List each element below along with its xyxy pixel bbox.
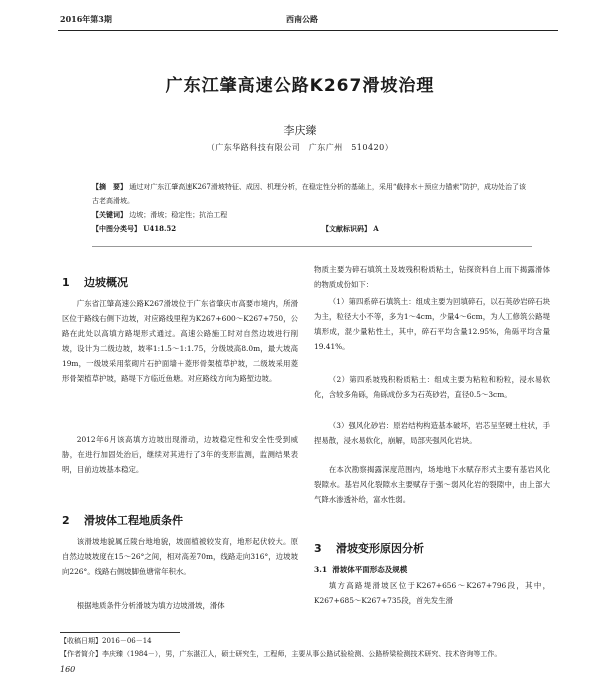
para-materials-intro: 物质主要为碎石填筑土及坡残积粉质粘土，钻探资料自上而下揭露滑体的物质成份如下： [314, 265, 550, 289]
section-2-number: 2 [62, 514, 70, 527]
section-1-title: 边坡概况 [84, 276, 128, 289]
clc-code: U418.52 [143, 224, 177, 233]
subsection-3-1-title: 滑坡体平面形态及规模 [332, 565, 408, 574]
abstract [92, 180, 532, 208]
material-item-1: （1）第四系碎石填筑土：组成主要为回填碎石，以石英砂岩碎石块为主，粒径大小不等，多为1～4cm，少量4～6cm，为人工修筑公路堤填形成，混少量粘性土，其中，碎石平均含量12.95%，角砾平均含量19.41%。 [314, 297, 550, 351]
journal-name: 西南公路 [286, 14, 318, 24]
author-affiliation: （广东华路科技有限公司 广东广州 510420） [206, 143, 394, 152]
keywords [92, 208, 532, 222]
para-slide-extent: 填方高路堤滑坡区位于K267+656～K267+796段，其中，K267+685～K267+735段，首先发生滑 [314, 581, 550, 605]
document-code [322, 222, 522, 236]
section-3-number: 3 [314, 542, 322, 555]
abstract-label: 【摘 要】 [92, 182, 127, 191]
para-geology-1: 该滑坡地貌属丘陵台地地貌，坡面植被较发育，地形起伏较大。原自然边坡坡度在15～26°之间，相对高差70m，线路走向316°，边坡坡向226°。线路右侧坡脚鱼塘常年积水。 [62, 537, 298, 576]
footnote-rule [60, 632, 180, 633]
section-3-title: 滑坡变形原因分析 [336, 542, 424, 555]
keywords-text: 边坡；滑坡；稳定性；抗治工程 [129, 211, 228, 219]
doc-code: A [373, 224, 379, 233]
subsection-3-1-heading [314, 564, 407, 575]
article-title: 广东江肇高速公路K267滑坡治理 [165, 76, 435, 96]
clc-label: 【中图分类号】 [92, 224, 141, 233]
page-number: 160 [60, 665, 76, 674]
footnote-author-bio: 【作者简介】李庆臻（1984－），男，广东湛江人，硕士研究生，工程师，主要从事公路试验检测、公路桥梁检测技术研究、技术咨询等工作。 [60, 650, 502, 658]
material-item-2: （2）第四系坡残积粉质粘土：组成主要为粘粒和粉粒，浸水易软化，含较多角砾，角砾成份多为石英砂岩，直径0.5～3cm。 [314, 375, 550, 399]
abstract-rule [92, 246, 532, 247]
para-groundwater: 在本次勘察揭露深度范围内，场地地下水赋存形式主要有基岩风化裂隙水。基岩风化裂隙水主要赋存于强～弱风化岩的裂隙中，由上部大气降水渗透补给，富水性弱。 [314, 465, 550, 504]
issue-label: 2016年第3期 [60, 14, 112, 24]
header-rule [58, 30, 558, 31]
section-2-title: 滑坡体工程地质条件 [84, 514, 183, 527]
subsection-3-1-number: 3.1 [314, 565, 328, 574]
section-1-heading [62, 274, 128, 290]
abstract-text: 通过对广东江肇高速K267滑坡特征、成因、机理分析，在稳定性分析的基础上，采用“截排水＋预应力锚索”防护，成功处治了该古老高滑坡。 [92, 183, 526, 205]
material-item-3: （3）强风化砂岩：原岩结构构造基本破坏，岩芯呈坚硬土柱状，手捏易散，浸水易软化，崩解，局部夹强风化岩块。 [314, 421, 550, 445]
doc-label: 【文献标识码】 [322, 224, 371, 233]
para-overview-2: 2012年6月该高填方边坡出现滑动，边坡稳定性和安全性受到威胁，在进行加固处治后，继续对其进行了3年的变形监测，监测结果表明，目前边坡基本稳定。 [62, 435, 298, 474]
author-name: 李庆臻 [283, 124, 317, 137]
section-3-heading [314, 540, 424, 556]
section-2-heading [62, 512, 183, 528]
keywords-label: 【关键词】 [92, 210, 127, 219]
para-overview-1: 广东省江肇高速公路K267滑坡位于广东省肇庆市高要市境内，所滑区位于路线右侧下边坡，对应路线里程为K267+600～K267+750，公路在此处以高填方路堤形式通过。高速公路施工时对自然边坡进行削坡，设计为二级边坡，坡率1:1.5～1:1.75，分级坡高8.0m，最大坡高19m，一级坡采用浆砌片石护面墙＋菱形骨架植草护坡，二级坡采用菱形骨架植草护坡，路堤下方临近鱼塘。对应路线方向为路堑边坡。 [62, 299, 298, 383]
footnote-received: 【收稿日期】2016－06－14 [60, 637, 152, 645]
para-geology-2: 根据地质条件分析滑坡为填方边坡滑坡，滑体 [76, 601, 225, 610]
section-1-number: 1 [62, 276, 70, 289]
